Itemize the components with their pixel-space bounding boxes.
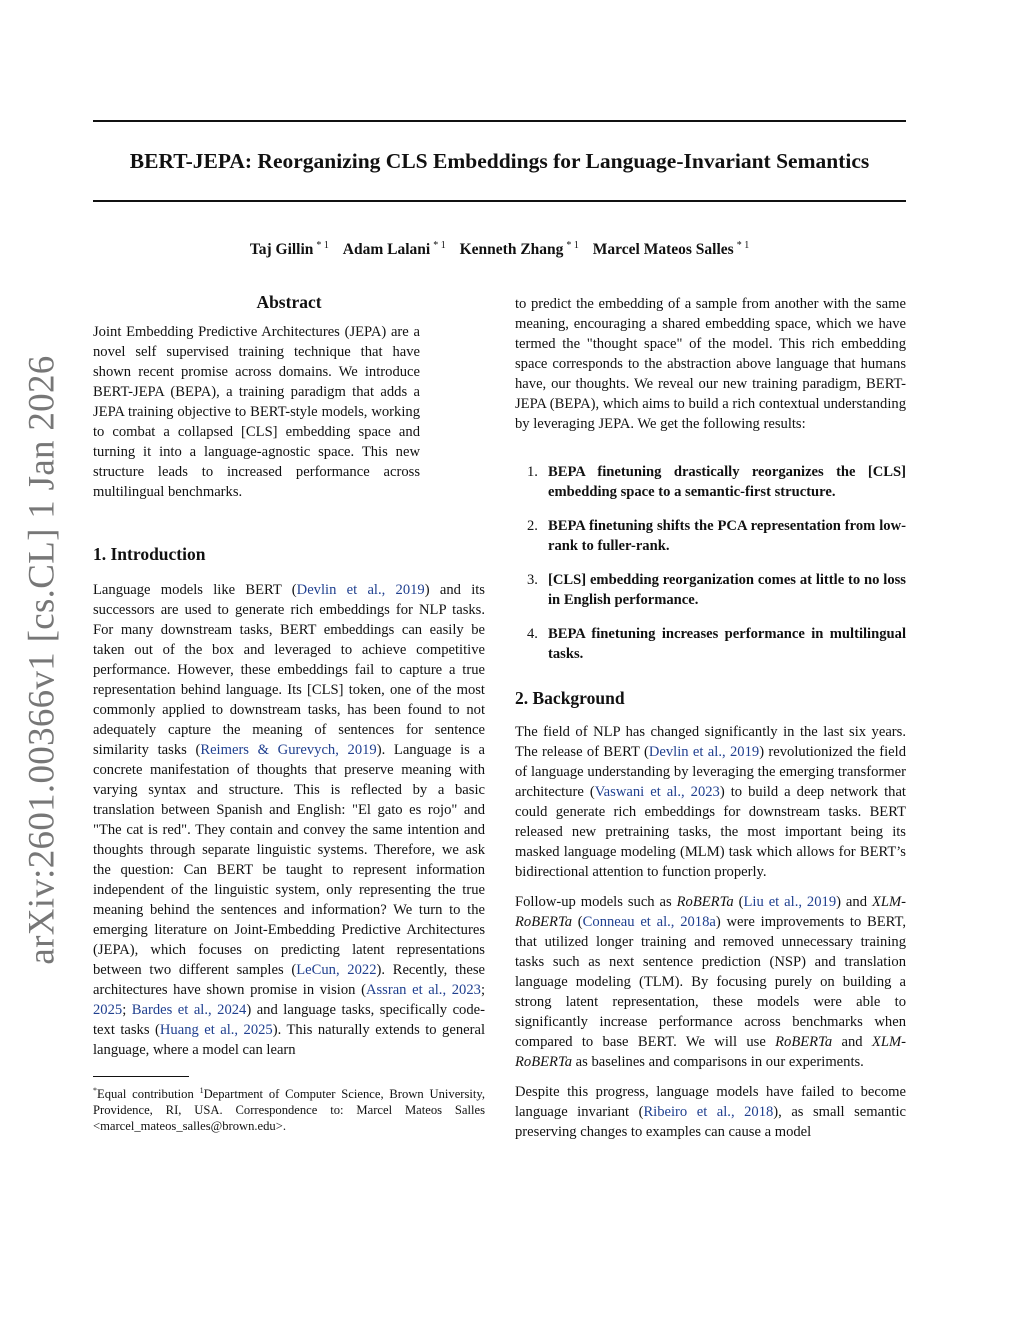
result-item [515, 462, 906, 502]
citation-link[interactable]: Liu et al., 2019 [743, 894, 837, 910]
result-number: 4. [527, 626, 538, 642]
intro-text: ) and language tasks, specifically code-text tasks ( [93, 1002, 485, 1038]
model-name: RoBERTa [775, 1034, 833, 1050]
author-list [93, 235, 906, 261]
result-number: 1. [527, 464, 538, 480]
background-text: The field of NLP has changed significantly in the last six years. The release of BERT ( [515, 724, 906, 760]
background-paragraph [515, 892, 906, 1072]
result-item [515, 570, 906, 610]
author-affiliation-mark: * 1 [566, 240, 579, 251]
background-text: ) revolutionized the field of language understanding by leveraging the emerging transformer architecture ( [515, 744, 906, 800]
intro-paragraph [93, 580, 485, 1060]
footnote [93, 1083, 485, 1134]
author-affiliation-mark: * 1 [736, 240, 750, 251]
paper-title: BERT-JEPA: Reorganizing CLS Embeddings for Language-Invariant Semantics [129, 149, 870, 173]
citation-link[interactable]: Assran et al., 2023 [365, 982, 481, 998]
result-number: 3. [527, 572, 538, 588]
result-text: BEPA finetuning drastically reorganizes the [CLS] embedding space to a semantic-first structure. [548, 464, 906, 500]
citation-link[interactable]: Devlin et al., 2019 [648, 744, 760, 760]
background-text: Despite this progress, language models have failed to become language invariant ( [515, 1084, 906, 1120]
intro-heading: 1. Introduction [93, 544, 206, 564]
model-name: RoBERTa [676, 894, 734, 910]
result-number: 2. [527, 518, 538, 534]
background-text: ) and [836, 894, 872, 910]
citation-link[interactable]: 2025 [93, 1002, 123, 1018]
abstract-text: Joint Embedding Predictive Architectures (JEPA) are a novel self supervised training technique that have shown recent promise across domains. We introduce BERT-JEPA (BEPA), a training paradigm that adds a JEPA training objective to BERT-style models, working to combat a collapsed [CLS] embedding space and turning it into a language-agnostic space. This new structure leads to increased performance across multilingual benchmarks. [93, 324, 420, 500]
background-text: as baselines and comparisons in our experiments. [572, 1054, 864, 1070]
footnote-star: * [93, 1086, 97, 1095]
citation-link[interactable]: Reimers & Gurevych, 2019 [200, 742, 377, 758]
title-bottom-rule [93, 200, 906, 202]
footnote-affiliation-mark: 1 [199, 1086, 204, 1095]
citation-link[interactable]: Ribeiro et al., 2018 [643, 1104, 774, 1120]
background-heading: 2. Background [515, 688, 625, 708]
footnote-affiliation: Department of Computer Science, Brown University, Providence, RI, USA. Correspondence to: Marcel Mateos Salles <marcel_mateos_salles@brown.edu>. [93, 1087, 485, 1133]
author [460, 235, 579, 261]
result-item [515, 624, 906, 664]
author-name: Adam Lalani [342, 241, 431, 258]
result-item [515, 516, 906, 556]
citation-link[interactable]: Bardes et al., 2024 [131, 1002, 247, 1018]
footnote-rule [93, 1076, 189, 1077]
intro-continuation: to predict the embedding of a sample from another with the same meaning, encouraging a shared embedding space, which we have termed the "thought space" of the model. This rich embedding space corresponds to the abstraction above language that humans have, our thoughts. We reveal our new training paradigm, BERT-JEPA (BEPA), which aims to build a rich contextual understanding by leveraging JEPA. We get the following results: [515, 296, 906, 432]
intro-text: ) and its successors are used to generate rich embeddings for NLP tasks. For many downstream tasks, BERT embeddings can easily be taken out of the box and leveraged to achieve competitive performance. However, these embeddings fail to capture a true representation behind language. Its [CLS] token, one of the most commonly applied to downstream tasks, has been found to not adequately capture the meaning of sentences for sentence similarity tasks ( [93, 582, 485, 758]
background-paragraph [515, 1082, 906, 1142]
citation-link[interactable]: Devlin et al., 2019 [296, 582, 425, 598]
author [250, 235, 329, 261]
author-name: Taj Gillin [249, 241, 314, 258]
abstract-heading: Abstract [256, 292, 322, 312]
background-text: ) to build a deep network that could generate rich embeddings for downstream tasks. BERT released new pretraining tasks, the most important being its masked language modeling (MLM) task which allows for BERT’s bidirectional attention to function properly. [515, 784, 906, 880]
top-rule [93, 120, 906, 122]
author [343, 235, 446, 261]
background-text: and [832, 1034, 872, 1050]
intro-text: ). This naturally extends to general language, where a model can learn [93, 1022, 485, 1058]
background-text: ), as small semantic preserving changes to examples can cause a model [515, 1104, 906, 1140]
result-text: BEPA finetuning increases performance in multilingual tasks. [548, 626, 906, 662]
background-text: ( [572, 914, 583, 930]
background-text: ) were improvements to BERT, that utilized longer training and removed unnecessary training tasks such as next sentence prediction (NSP) and translation language modeling (TLM). By focusing purely on building a strong latent representation, these models were able to significantly increase performance across benchmarks when compared to base BERT. We will use [515, 914, 907, 1050]
result-text: BEPA finetuning shifts the PCA representation from low-rank to fuller-rank. [548, 518, 906, 554]
right-column [515, 294, 906, 1142]
footnote-contribution: Equal contribution [97, 1087, 200, 1101]
author-affiliation-mark: * 1 [433, 240, 446, 251]
model-name: XLM-RoBERTa [515, 894, 906, 930]
citation-link[interactable]: LeCun, 2022 [296, 962, 377, 978]
background-text: Follow-up models such as [515, 894, 677, 910]
model-name: XLM-RoBERTa [515, 1034, 906, 1070]
citation-link[interactable]: Conneau et al., 2018a [582, 914, 716, 930]
intro-text: ). Language is a concrete manifestation of thoughts that preserve meaning with varying syntax and structure. This is reflected by a basic translation between Spanish and English: "El gato es rojo" and "The cat is red". They contain and convey the same intention and thoughts through separate linguistic systems. Therefore, we ask the question: Can BERT be taught to represent information independent of the linguistic system, only representing the true meaning behind the sentences and information? We turn to the emerging literature on Joint-Embedding Predictive Architectures (JEPA), which focuses on predicting latent representations between two different samples ( [93, 742, 486, 978]
intro-text: ; [122, 1002, 132, 1018]
background-paragraph [515, 722, 906, 882]
author-name: Kenneth Zhang [459, 241, 564, 258]
intro-text: ). Recently, these architectures have shown promise in vision ( [93, 962, 485, 998]
author [593, 235, 749, 261]
left-column [93, 290, 485, 1134]
arxiv-identifier[interactable]: arXiv:2601.00366v1 [cs.CL] 1 Jan 2026 [21, 355, 63, 965]
citation-link[interactable]: Huang et al., 2025 [159, 1022, 273, 1038]
result-text: [CLS] embedding reorganization comes at little to no loss in English performance. [548, 572, 906, 608]
results-list [515, 462, 906, 664]
citation-link[interactable]: Vaswani et al., 2023 [594, 784, 720, 800]
author-affiliation-mark: * 1 [316, 240, 329, 251]
background-text: ( [733, 894, 744, 910]
intro-text: Language models like BERT ( [93, 582, 297, 598]
intro-text: ; [480, 982, 485, 998]
author-name: Marcel Mateos Salles [592, 241, 734, 258]
